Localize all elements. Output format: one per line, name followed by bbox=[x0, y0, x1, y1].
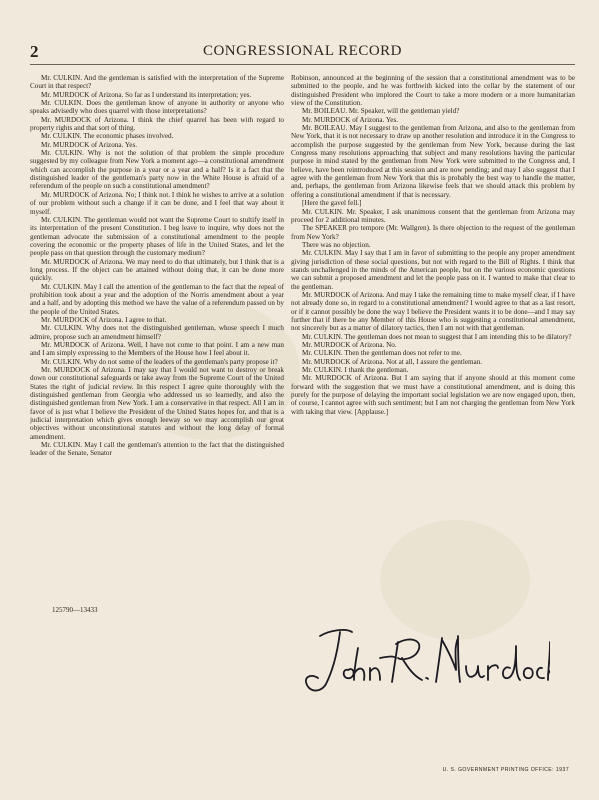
paragraph: Mr. CULKIN. The gentleman does not mean to suggest that I am intending this to be dilatory? bbox=[302, 332, 572, 341]
paragraph: Mr. MURDOCK of Arizona. But I am saying that if anyone should at this moment come forward with the suggestion that we must have a constitutional amendment, and is doing this purely for the purpose of delaying the important social legislation we are now engaged upon, then, of course, I cannot agree with such sentiment; but I am not charging the gentleman from New York with taking that view. [Applause.] bbox=[291, 374, 575, 416]
signature-icon bbox=[290, 618, 550, 700]
paragraph: Mr. MURDOCK of Arizona. No; I think not. I think he wishes to arrive at a solution of our problem without such a change if it can be done, and I feel that way about it myself. bbox=[30, 190, 284, 216]
paragraph: Mr. MURDOCK of Arizona. No. bbox=[302, 341, 397, 349]
paragraph: Mr. BOILEAU. May I suggest to the gentleman from Arizona, and also to the gentleman from New York, that it is not necessary to draw up another resolution and introduce it in the Congress to accomplish the purpose suggested by the gentleman from New York, because during the last Congress many resolutions approaching that subject and many resolutions having the particular purpose in mind stated by the gentleman from New York were submitted to the Congress and, I believe, have been reintroduced at this session and are now pending; and may I also suggest that I agree with the gentleman from New York that this is probably the best way to handle the matter, and, perhaps, the gentleman from Arizona likewise feels that we should attack this problem by offering a constitutional amendment if that is necessary. bbox=[291, 124, 575, 199]
paragraph: Mr. BOILEAU. Mr. Speaker, will the gentleman yield? bbox=[302, 107, 460, 116]
paragraph: Mr. MURDOCK of Arizona. We may need to do that ultimately, but I think that is a long process. If the object can be attained without doing that, it can be done more quickly. bbox=[30, 257, 284, 283]
paragraph: Mr. CULKIN. Then the gentleman does not refer to me. bbox=[302, 349, 462, 358]
handwritten-signature bbox=[290, 618, 550, 700]
paragraph: Mr. CULKIN. And the gentleman is satisfied with the interpretation of the Supreme Court in that respect? bbox=[30, 74, 284, 91]
paragraph: Mr. MURDOCK of Arizona. Yes. bbox=[41, 140, 138, 149]
paragraph: Mr. CULKIN. May I say that I am in favor of submitting to the people any proper amendment giving jurisdiction of these social questions, but not with regard to the Bill of Rights. I think that stands unchallenged in the minds of the American people, but on the various economic questions we can submit a proposed amendment and let the people pass on it. I wanted to make that clear to the gentleman. bbox=[291, 249, 575, 291]
page-header bbox=[30, 42, 575, 65]
paragraph: Mr. MURDOCK of Arizona. I think the chief quarrel has been with regard to property rights and that sort of thing. bbox=[30, 115, 284, 133]
paragraph: [Here the gavel fell.] bbox=[302, 199, 362, 208]
paragraph: Mr. CULKIN. The gentleman would not want the Supreme Court to stultify itself in its interpretation of the present Constitution. I beg leave to inquire, why does not the gentleman advocate the submission of a constitutional amendment to the people covering the economic or the property phases of life in the United States, and let the people pass on that question through the customary medium? bbox=[30, 215, 284, 258]
running-head: CONGRESSIONAL RECORD bbox=[202, 43, 403, 59]
paragraph: Mr. MURDOCK of Arizona. And may I take the remaining time to make myself clear, if I have not already done so, in regard to a constitutional amendment? I would agree to that as a last resort, or if it cannot possibly be done the way I believe the President wants it to be done—and I may say further that if there be any Member of this House who is suggesting a constitutional amendment, not sincerely but as a matter of dilatory tactics, then I am not with that gentleman. bbox=[291, 290, 575, 333]
print-code: 125790—13433 bbox=[52, 606, 98, 614]
paragraph: Mr. CULKIN. Mr. Speaker, I ask unanimous consent that the gentleman from Arizona may proceed for 2 additional minutes. bbox=[291, 207, 575, 224]
paragraph: Mr. CULKIN. Why do not some of the leaders of the gentleman's party propose it? bbox=[41, 357, 278, 366]
paragraph: Mr. CULKIN. Why is not the solution of that problem the simple procedure suggested by my colleague from New York a moment ago—a constitutional amendment which can accomplish the purpose in a year or a year and a half? Is it a fact that the distinguished leader of the gentleman's party now in the White House is afraid of a referendum of the people on such a constitutional amendment? bbox=[30, 149, 284, 191]
paragraph: There was no objection. bbox=[302, 240, 371, 249]
paragraph: Mr. CULKIN. The economic phases involved. bbox=[41, 132, 174, 141]
paragraph: Mr. MURDOCK of Arizona. I agree to that. bbox=[41, 315, 167, 324]
paragraph: Mr. MURDOCK of Arizona. Not at all, I assure the gentleman. bbox=[302, 357, 483, 366]
page-number: 2 bbox=[30, 42, 39, 61]
paragraph: Mr. MURDOCK of Arizona. So far as I understand its interpretation; yes. bbox=[41, 90, 252, 99]
paragraph: Robinson, announced at the beginning of the session that a constitutional amendment was to be submitted to the people, and he was forthwith kicked into the cellar by the statement of our distinguished President who implored the Court to take a more modern or a more humanitarian view of the Constitution. bbox=[291, 74, 575, 108]
paragraph: The SPEAKER pro tempore (Mr. Wallgren). Is there objection to the request of the gentleman from New York? bbox=[291, 224, 575, 241]
right-column bbox=[291, 74, 575, 604]
printing-office-imprint: U. S. GOVERNMENT PRINTING OFFICE: 1937 bbox=[442, 767, 569, 773]
paragraph: Mr. CULKIN. Why does not the distinguished gentleman, whose speech I much admire, propose such an amendment himself? bbox=[30, 324, 284, 341]
left-column bbox=[30, 74, 284, 616]
paragraph: Mr. CULKIN. Does the gentleman know of anyone in authority or anyone who speaks advisedly who does quarrel with those interpretations? bbox=[30, 99, 284, 116]
paragraph: Mr. MURDOCK of Arizona. I may say that I would not want to destroy or break down our constitutional safeguards or take away from the Supreme Court of the United States the right of judicial review. In this respect I agree quite thoroughly with the distinguished gentleman from Georgia who addressed us so learnedly, and also the distinguished gentleman from New York. I am a conservative in that respect. All I am in favor of is just what I believe the President of the United States hopes for, and that is a judicial interpretation which gives enough leeway so we may accomplish our great objectives without unconstitutional statutes and without the long delay of formal amendment. bbox=[30, 366, 284, 441]
paragraph: Mr. CULKIN. I thank the gentleman. bbox=[302, 366, 409, 375]
paragraph: Mr. CULKIN. May I call the gentleman's attention to the fact that the distinguished leader of the Senate, Senator bbox=[30, 441, 284, 458]
paragraph: Mr. MURDOCK of Arizona. Well, I have not come to that point. I am a new man and I am simply expressing to the Members of the House how I feel about it. bbox=[30, 341, 284, 358]
paragraph: Mr. MURDOCK of Arizona. Yes. bbox=[302, 115, 399, 124]
paragraph: Mr. CULKIN. May I call the attention of the gentleman to the fact that the repeal of prohibition took about a year and the adoption of the Norris amendment about a year and a half, and by adopting this method we have the value of a referendum passed on by the people of the United States. bbox=[30, 282, 284, 316]
